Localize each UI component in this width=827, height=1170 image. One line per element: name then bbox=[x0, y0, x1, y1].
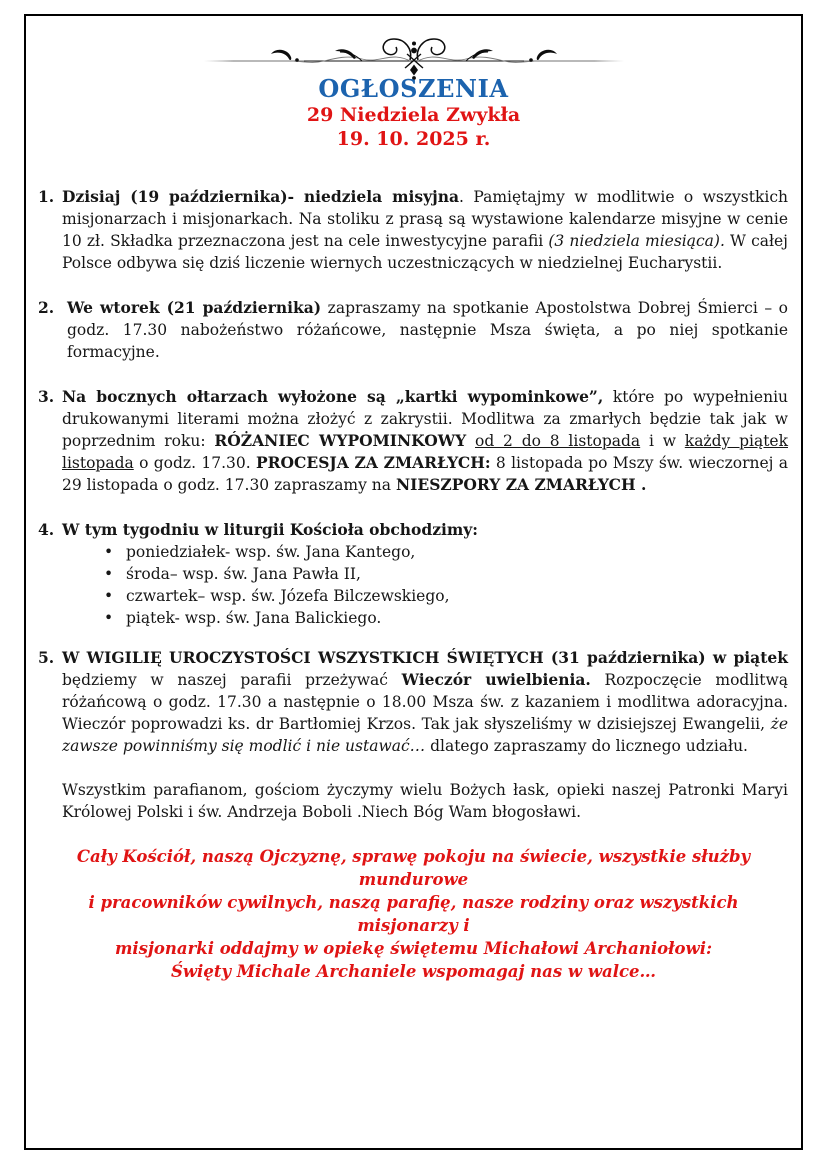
announcement-item-3 bbox=[38, 386, 788, 496]
item-number: 3. bbox=[38, 387, 55, 406]
item-text: Na bocznych ołtarzach wyłożone są „kartki wypominkowe”, które po wypełnieniu drukowanymi literami można złożyć z zakrystii. Modlitwa za zmarłych będzie tak jak w poprzednim roku: RÓŻANIEC WYPOMINKOWY od 2 do 8 listopada i w każdy piątek listopada o godz. 17.30. PROCESJA ZA ZMARŁYCH: 8 listopada po Mszy św. wieczornej a 29 listopada o godz. 17.30 zapraszamy na NIESZPORY ZA ZMARŁYCH . bbox=[62, 387, 789, 494]
announcements-list bbox=[38, 186, 788, 757]
item-text: Dzisiaj (19 października)- niedziela misyjna. Pamiętajmy w modlitwie o wszystkich misjonarzach i misjonarkach. Na stoliku z prasą są wystawione kalendarze misyjne w cenie 10 zł. Składka przeznaczona jest na cele inwestycyjne parafii (3 niedziela miesiąca). W całej Polsce odbywa się dziś liczenie wiernych uczestniczących w niedzielnej Eucharystii. bbox=[62, 187, 788, 272]
bullet-item bbox=[62, 607, 788, 629]
bullet-item bbox=[62, 563, 788, 585]
item-number: 2. bbox=[38, 298, 55, 317]
closing-paragraph: Wszystkim parafianom, gościom życzymy wielu Bożych łask, opieki naszej Patronki Maryi Królowej Polski i św. Andrzeja Boboli .Niech Bóg Wam błogosławi. bbox=[62, 781, 788, 821]
page bbox=[24, 14, 803, 1150]
item-text: We wtorek (21 października) zapraszamy na spotkanie Apostolstwa Dobrej Śmierci – o godz. 17.30 nabożeństwo różańcowe, następnie Msza święta, a po niej spotkanie formacyjne. bbox=[67, 298, 789, 361]
item-number: 1. bbox=[38, 187, 55, 206]
dedication-line: i pracowników cywilnych, naszą parafię, nasze rodziny oraz wszystkich misjonarzy i bbox=[88, 893, 739, 935]
item-text: W WIGILIĘ UROCZYSTOŚCI WSZYSTKICH ŚWIĘTYCH (31 października) w piątek będziemy w naszej parafii przeżywać Wieczór uwielbienia. Rozpoczęcie modlitwą różańcową o godz. 17.30 a następnie o 18.00 Msza św. z kazaniem i modlitwa adoracyjna. Wieczór poprowadzi ks. dr Bartłomiej Krzos. Tak jak słyszeliśmy w dzisiejszej Ewangelii, że zawsze powinniśmy się modlić i nie ustawać… dlatego zapraszamy do licznego udziału. bbox=[62, 648, 788, 755]
bullet-text: środa– wsp. św. Jana Pawła II, bbox=[126, 565, 361, 583]
bullet-list bbox=[62, 541, 788, 629]
announcement-item-4 bbox=[38, 519, 788, 629]
bullet-text: czwartek– wsp. św. Józefa Bilczewskiego, bbox=[126, 587, 450, 605]
announcement-item-1 bbox=[38, 186, 788, 274]
bullet-text: piątek- wsp. św. Jana Balickiego. bbox=[126, 609, 382, 627]
page-date: 19. 10. 2025 r. bbox=[336, 128, 491, 150]
dedication bbox=[46, 845, 781, 983]
item-heading: W tym tygodniu w liturgii Kościoła obchodzimy: bbox=[62, 520, 479, 539]
item-number: 4. bbox=[38, 520, 55, 539]
page-title: OGŁOSZENIA bbox=[318, 74, 509, 103]
bullet-icon: • bbox=[104, 587, 114, 605]
dedication-line: misjonarki oddajmy w opiekę świętemu Michałowi Archaniołowi: bbox=[114, 939, 713, 958]
bullet-item bbox=[62, 541, 788, 563]
dedication-line: Cały Kościół, naszą Ojczyznę, sprawę pokoju na świecie, wszystkie służby mundurowe bbox=[76, 847, 751, 889]
item-text bbox=[62, 519, 788, 629]
bullet-icon: • bbox=[104, 543, 114, 561]
page-subtitle: 29 Niedziela Zwykła bbox=[306, 104, 521, 126]
bullet-text: poniedziałek- wsp. św. Jana Kantego, bbox=[126, 543, 416, 561]
item-number: 5. bbox=[38, 648, 55, 667]
announcement-item-2 bbox=[38, 297, 788, 363]
dedication-line: Święty Michale Archaniele wspomagaj nas w walce… bbox=[170, 962, 657, 981]
bullet-item bbox=[62, 585, 788, 607]
bullet-icon: • bbox=[104, 609, 114, 627]
bullet-icon: • bbox=[104, 565, 114, 583]
announcement-item-5 bbox=[38, 647, 788, 757]
